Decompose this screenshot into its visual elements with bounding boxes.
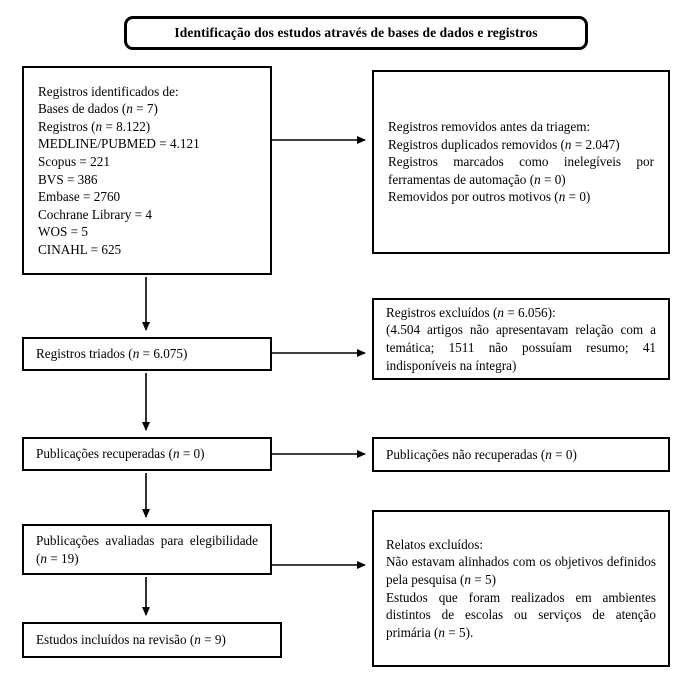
n-symbol: n — [95, 118, 103, 134]
n-symbol: n — [464, 571, 471, 587]
records-identified-line-0: Registros identificados de: — [38, 83, 179, 99]
n-symbol: n — [497, 304, 504, 320]
records-identified-line-8: WOS = 5 — [38, 224, 88, 240]
n-symbol: n — [545, 446, 552, 462]
records-removed-para-2: Registros marcados como inelegíveis por ferramentas de automação (n = 0) — [388, 154, 654, 187]
studies-included-text: Estudos incluídos na revisão (n = 9) — [36, 632, 226, 648]
n-symbol: n — [40, 550, 47, 566]
records-removed-para-1: Registros duplicados removidos (n = 2.047) — [388, 136, 620, 152]
records-identified-line-9: CINAHL = 625 — [38, 241, 122, 257]
reports-not-retrieved-text: Publicações não recuperadas (n = 0) — [386, 446, 577, 462]
records-identified-line-4: Scopus = 221 — [38, 153, 110, 169]
records-excluded-line-0: Registros excluídos (n = 6.056): — [386, 304, 556, 320]
n-symbol: n — [564, 136, 572, 152]
records-excluded-line-1: (4.504 artigos não apresentavam relação com a temática; 1511 não possuíam resumo; 41 indisponíveis na íntegra) — [386, 322, 656, 373]
records-removed-para-3: Removidos por outros motivos (n = 0) — [388, 189, 591, 205]
n-symbol: n — [194, 632, 201, 648]
n-symbol: n — [438, 624, 445, 640]
reports-excluded-para-0: Relatos excluídos: — [386, 536, 484, 552]
records-identified-line-6: Embase = 2760 — [38, 189, 121, 205]
records-identified-line-1: Bases de dados (n = 7) — [38, 101, 158, 117]
records-screened-text: Registros triados (n = 6.075) — [36, 346, 188, 362]
reports-assessed-eligibility-text: Publicações avaliadas para elegibilidade (n = 19) — [36, 532, 258, 566]
n-symbol: n — [534, 171, 541, 187]
n-symbol: n — [132, 346, 140, 362]
reports-excluded-para-1: Não estavam alinhados com os objetivos definidos pela pesquisa (n = 5) — [386, 554, 656, 587]
n-symbol: n — [558, 189, 566, 205]
n-symbol: n — [172, 446, 180, 462]
records-identified-line-2: Registros (n = 8.122) — [38, 118, 151, 134]
reports-retrieved-text: Publicações recuperadas (n = 0) — [36, 446, 205, 462]
n-symbol: n — [126, 101, 133, 117]
reports-excluded-para-2: Estudos que foram realizados em ambientes distintos de escolas ou serviços de atenção primária (n = 5). — [386, 589, 656, 640]
records-identified-line-7: Cochrane Library = 4 — [38, 206, 152, 222]
diagram-header-title: Identificação dos estudos através de bases de dados e registros — [174, 25, 538, 40]
records-identified-line-5: BVS = 386 — [38, 171, 98, 187]
records-identified-line-3: MEDLINE/PUBMED = 4.121 — [38, 136, 200, 152]
records-removed-para-0: Registros removidos antes da triagem: — [388, 119, 591, 135]
